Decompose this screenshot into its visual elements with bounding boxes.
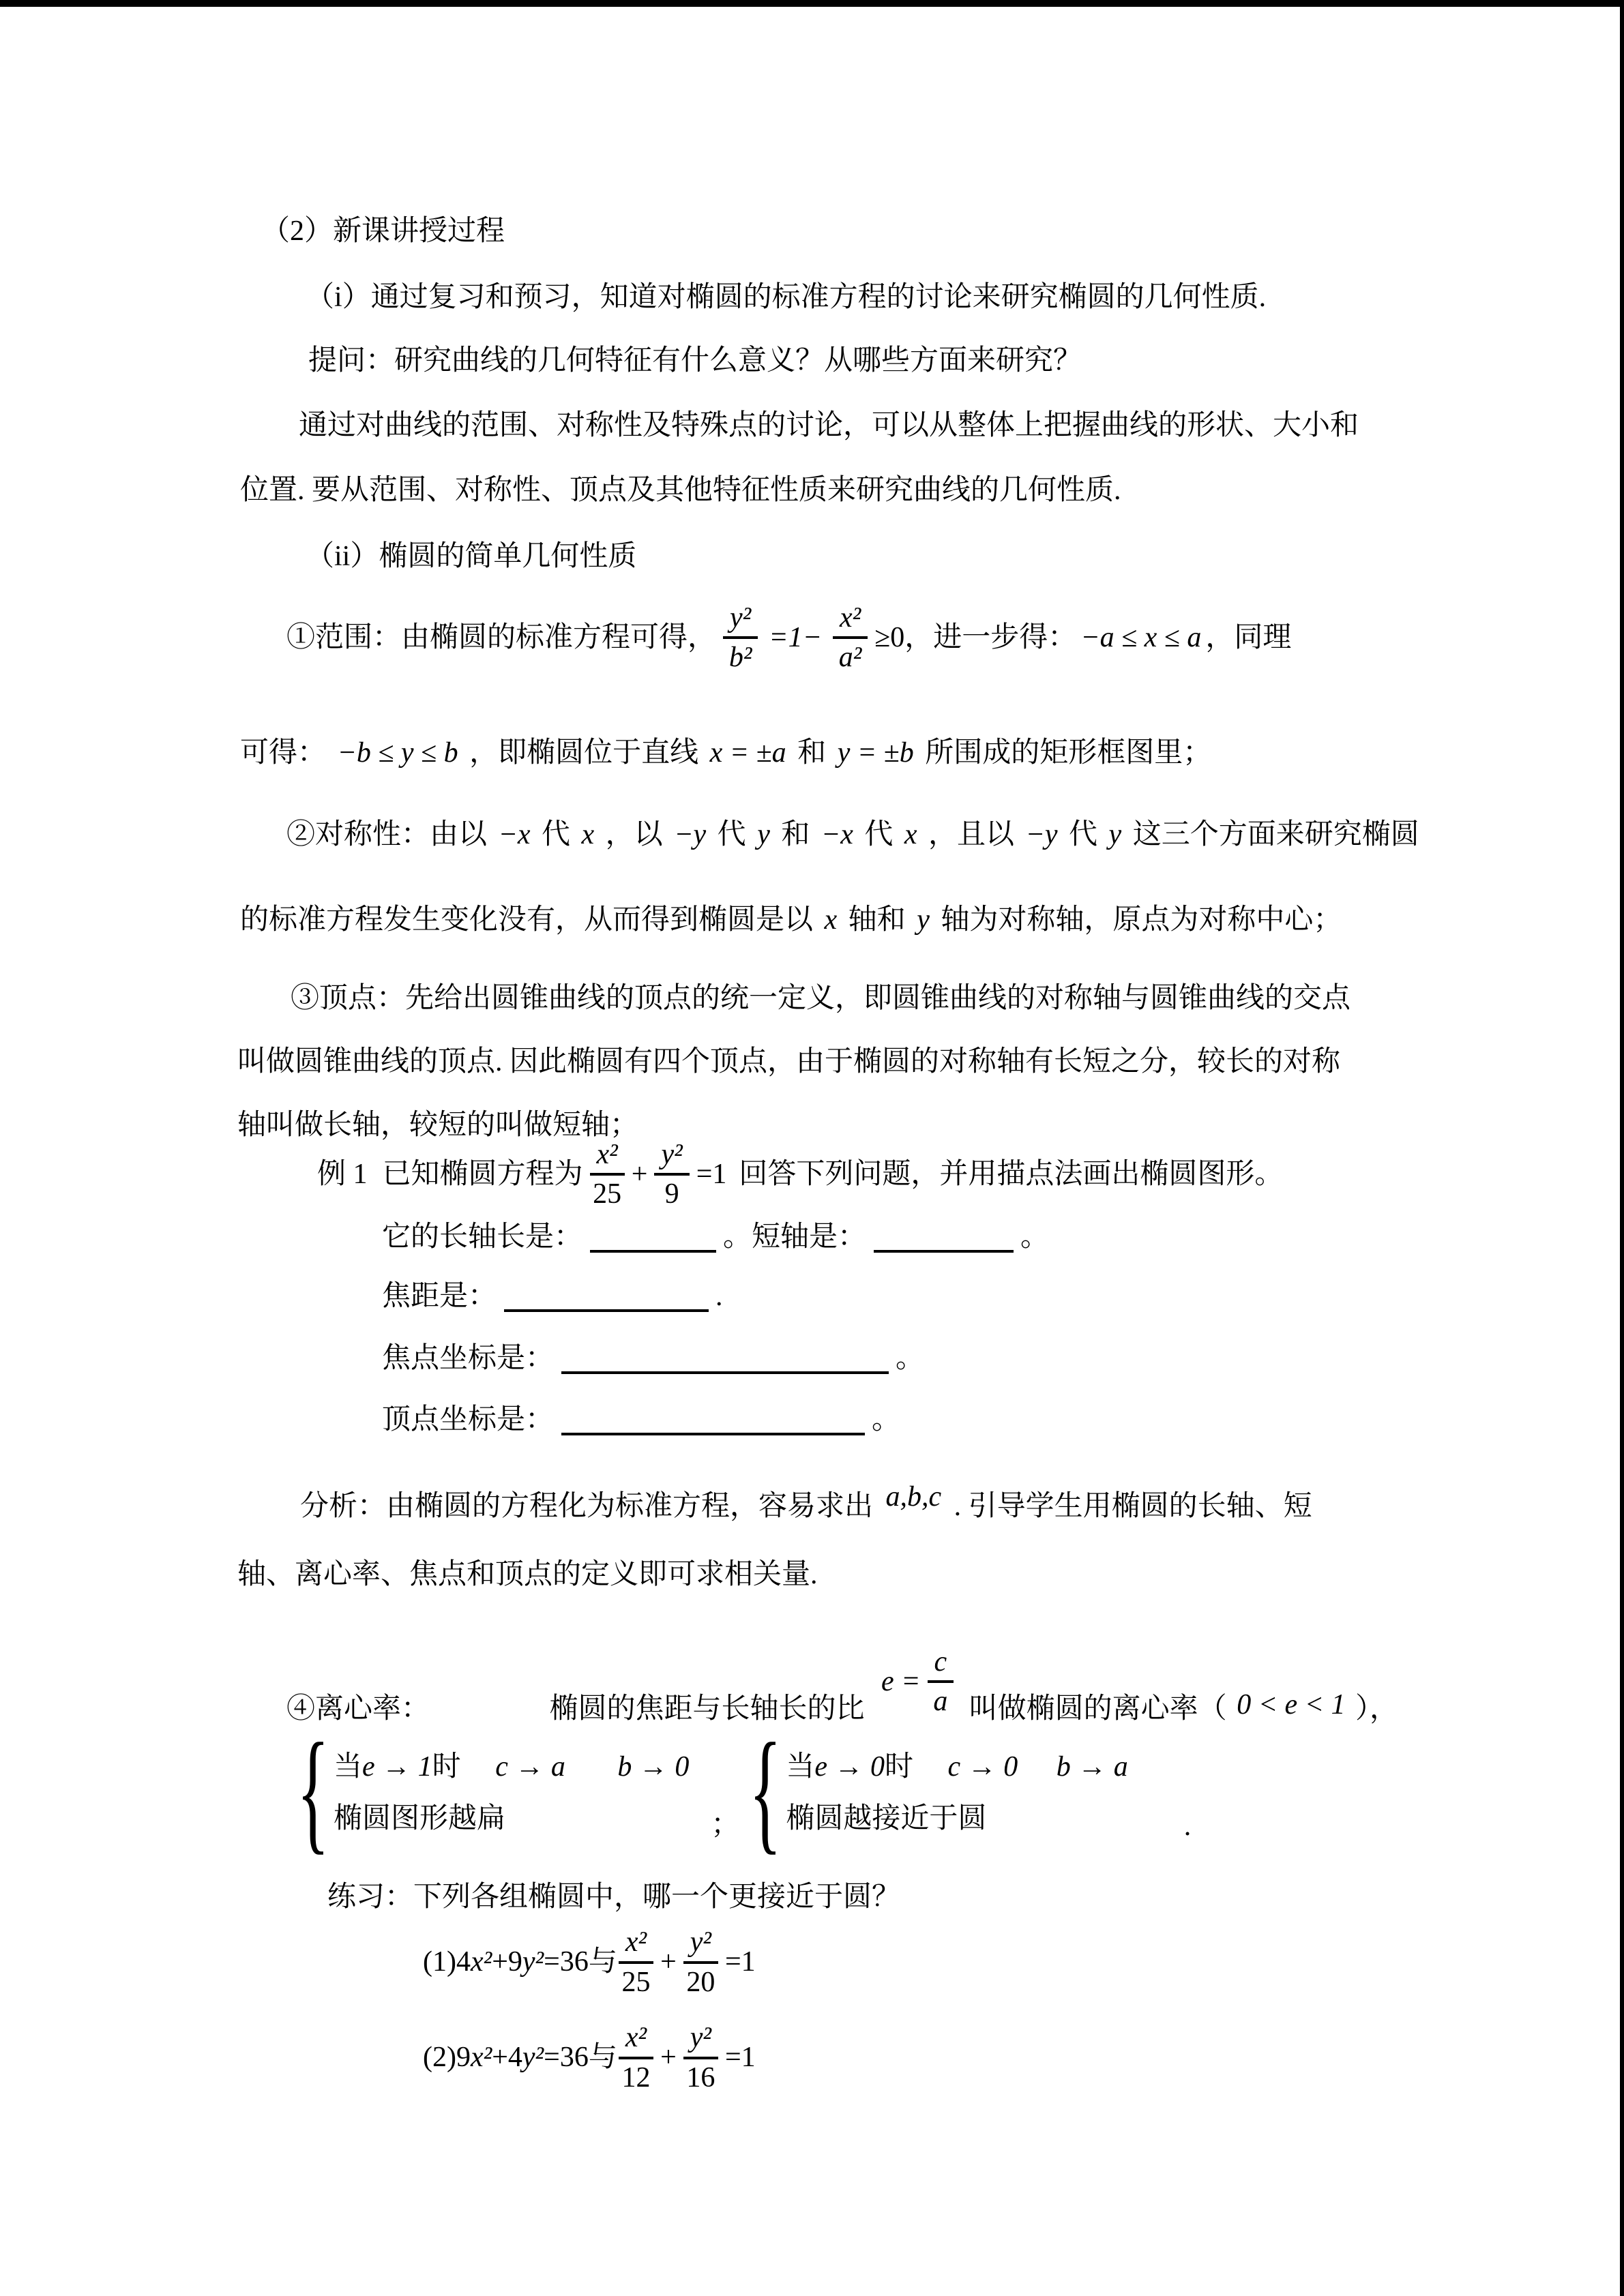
fraction-denominator: 20 [686, 1966, 715, 1998]
range2-mid-text: ，即椭圆位于直线 [469, 737, 699, 769]
range2-tail-text: 所围成的矩形框图里； [925, 737, 1212, 769]
vertex-paragraph-line-1: ③顶点：先给出圆锥曲线的顶点的统一定义，即圆锥曲线的对称轴与圆锥曲线的交点 [291, 983, 1351, 1014]
subsection-heading: （ii）椭圆的简单几何性质 [306, 541, 637, 572]
symmetry-text: ，以 [605, 819, 663, 850]
case-pre-text: 当 [786, 1750, 815, 1783]
math-neg-y: −y [1025, 819, 1058, 850]
case-condition-line [334, 1750, 693, 1783]
symmetry-paragraph-line-1 [286, 818, 1419, 851]
range-tail-text: ≥0，进一步得： [874, 621, 1077, 653]
answer-blank-minor-axis [874, 1227, 1014, 1253]
fraction-denominator: 12 [621, 2061, 651, 2093]
eccentricity-close-text: ）， [1355, 1693, 1399, 1725]
example-lead-text: 已知椭圆方程为 [382, 1158, 583, 1190]
symmetry-text: 和 [781, 819, 810, 850]
fraction-numerator: y² [723, 603, 758, 639]
fraction-numerator: y² [654, 1139, 689, 1176]
equation-text: =36 [544, 1946, 589, 1978]
math-y2: y² [522, 2042, 544, 2074]
equals-one: =1 [725, 1946, 756, 1978]
fraction-numerator: x² [833, 603, 868, 639]
math-neg-x: −x [821, 819, 853, 850]
fraction-denominator: a² [838, 642, 862, 673]
analysis-lead-text: 分析：由椭圆的方程化为标准方程，容易求出 [300, 1491, 874, 1522]
eccentricity-tail-text: 叫做椭圆的离心率（ [969, 1693, 1227, 1725]
analysis-line-2: 轴、离心率、焦点和顶点的定义即可求相关量. [237, 1559, 818, 1590]
practice-title: 练习：下列各组椭圆中，哪一个更接近于圆？ [327, 1881, 901, 1913]
range2-lead-text: 可得： [240, 737, 327, 769]
example-label: 例 1 [317, 1158, 368, 1190]
case-body [334, 1748, 693, 1836]
fraction-numerator: x² [619, 2023, 653, 2059]
range-paragraph-line-1 [286, 597, 1291, 679]
y-inequality: −b ≤ y ≤ b [337, 737, 458, 769]
discussion-line-2: 位置. 要从范围、对称性、顶点及其他特征性质来研究曲线的几何性质. [240, 475, 1121, 506]
answer-blank-vertex-coords [561, 1410, 865, 1435]
math-e-to-1: e → 1 [362, 1750, 432, 1783]
with-text: 与 [588, 2042, 617, 2074]
fraction-denominator: 25 [593, 1178, 622, 1210]
math-neg-y: −y [674, 819, 707, 850]
fraction-x2-over-a2 [833, 603, 868, 672]
equation-text: =36 [544, 2042, 589, 2074]
math-e-equals: e = [881, 1665, 921, 1697]
symmetry-text: 代 [864, 819, 894, 850]
fraction-y2-over-9 [654, 1139, 689, 1209]
page-right-border [1620, 0, 1624, 2296]
example-1-line [317, 1133, 1283, 1215]
eccentricity-formula [877, 1647, 956, 1716]
case-post-text: 时 [885, 1750, 914, 1783]
line-x-equation: x = ±a [709, 737, 786, 769]
math-neg-x: −x [498, 819, 531, 850]
question-line: 提问：研究曲线的几何特征有什么意义？从哪些方面来研究？ [308, 345, 1082, 376]
range2-and-text: 和 [797, 737, 827, 769]
answer-blank-major-axis [590, 1227, 716, 1253]
equals-one: =1 [696, 1158, 727, 1190]
math-x2: x² [470, 1946, 492, 1978]
left-brace-icon: { [749, 1716, 782, 1866]
section-heading: （2）新课讲授过程 [261, 215, 505, 247]
range-tail2-text: ，同理 [1205, 621, 1292, 653]
answer-blank-focal-distance [504, 1286, 709, 1312]
example-question-3 [382, 1342, 924, 1375]
math-x: x [824, 904, 838, 936]
plus-sign: + [660, 1946, 677, 1978]
left-brace-icon: { [297, 1716, 329, 1866]
fraction-numerator: x² [590, 1139, 625, 1176]
answer-blank-foci-coords [561, 1348, 889, 1374]
example-tail-text: 回答下列问题，并用描点法画出椭圆图形。 [739, 1158, 1284, 1190]
eccentricity-mid-text: 椭圆的焦距与长轴长的比 [549, 1693, 865, 1725]
analysis-line-1 [300, 1481, 1312, 1523]
case-group-e-to-0 [749, 1716, 1132, 1866]
fraction-denominator: 16 [686, 2061, 715, 2093]
eccentricity-cases [297, 1716, 1192, 1866]
case-group-e-to-1 [297, 1716, 693, 1866]
case-condition-line [786, 1750, 1132, 1783]
vertex-paragraph-line-2: 叫做圆锥曲线的顶点. 因此椭圆有四个顶点，由于椭圆的对称轴有长短之分，较长的对称 [237, 1046, 1341, 1077]
math-e-range: 0 < e < 1 [1237, 1688, 1346, 1720]
x-inequality: −a ≤ x ≤ a [1080, 621, 1202, 653]
case-result-line: 椭圆图形越扁 [334, 1803, 506, 1834]
math-y: y [757, 819, 770, 850]
foci-coords-label: 焦点坐标是： [382, 1343, 555, 1374]
question-period: . [715, 1281, 723, 1312]
fraction-numerator: y² [683, 1927, 718, 1963]
math-c-to-0: c → 0 [947, 1750, 1018, 1783]
question-period: 。 [1020, 1221, 1050, 1253]
fraction-x2-over-25 [590, 1139, 625, 1209]
page-top-border [0, 0, 1624, 7]
math-y: y [1108, 819, 1122, 850]
minor-axis-label: 。短轴是： [723, 1221, 867, 1253]
symmetry-text: 这三个方面来研究椭圆 [1132, 819, 1419, 850]
equals-one-minus: =1− [769, 621, 822, 653]
math-x: x [904, 819, 917, 850]
cases-separator: ； [711, 1808, 740, 1840]
equation-text: (2)9 [423, 2042, 471, 2074]
symmetry-text: 代 [1069, 819, 1098, 850]
example-question-4 [382, 1403, 900, 1436]
analysis-tail-text: . 引导学生用椭圆的长轴、短 [954, 1491, 1312, 1522]
math-x2: x² [470, 2042, 492, 2074]
math-y: y [917, 904, 930, 936]
math-c-to-a: c → a [495, 1750, 565, 1783]
eccentricity-line [286, 1646, 1399, 1744]
math-b-to-0: b → 0 [617, 1750, 690, 1783]
practice-equation-1 [423, 1920, 756, 2005]
plus-sign: + [660, 2042, 677, 2074]
fraction-denominator: b² [728, 642, 752, 673]
equation-text: +4 [492, 2042, 522, 2074]
fraction-c-over-a [928, 1647, 954, 1716]
fraction-numerator: c [928, 1647, 954, 1683]
example-question-1 [382, 1221, 1049, 1253]
symmetry2-tail-text: 轴为对称轴，原点为对称中心； [941, 904, 1342, 936]
step-i-line: （i）通过复习和预习，知道对椭圆的标准方程的讨论来研究椭圆的几何性质. [306, 282, 1267, 313]
symmetry-paragraph-line-2 [240, 904, 1342, 936]
fraction-y2-over-20 [683, 1927, 718, 1997]
fraction-y2-over-16 [683, 2023, 718, 2092]
discussion-line-1: 通过对曲线的范围、对称性及特殊点的讨论，可以从整体上把握曲线的形状、大小和 [299, 410, 1359, 441]
example-question-2 [382, 1280, 723, 1313]
vertex-coords-label: 顶点坐标是： [382, 1404, 555, 1435]
equation-text: +9 [492, 1946, 522, 1978]
symmetry-text: ，且以 [928, 819, 1015, 850]
symmetry2-pre-text: 的标准方程发生变化没有，从而得到椭圆是以 [240, 904, 814, 936]
symmetry-text: 代 [717, 819, 746, 850]
vertex-paragraph-line-3: 轴叫做长轴，较短的叫做短轴； [237, 1109, 639, 1141]
symmetry2-mid-text: 轴和 [848, 904, 906, 936]
fraction-numerator: x² [619, 1927, 653, 1963]
math-y2: y² [522, 1946, 544, 1978]
case-post-text: 时 [432, 1750, 461, 1783]
focal-distance-label: 焦距是： [382, 1281, 497, 1312]
fraction-denominator: 9 [664, 1178, 679, 1210]
practice-equation-2 [423, 2015, 756, 2100]
question-period: 。 [872, 1404, 901, 1435]
range-paragraph-line-2 [240, 736, 1211, 769]
math-e-to-0: e → 0 [814, 1750, 885, 1783]
line-y-equation: y = ±b [837, 737, 914, 769]
fraction-denominator: 25 [621, 1966, 651, 1998]
fraction-y2-over-b2 [723, 603, 758, 672]
equation-text: (1)4 [423, 1946, 471, 1978]
fraction-denominator: a [933, 1686, 948, 1718]
case-result-line: 椭圆越接近于圆 [786, 1803, 987, 1834]
case-pre-text: 当 [334, 1750, 363, 1783]
fraction-x2-over-25 [619, 1927, 653, 1997]
fraction-numerator: y² [683, 2023, 718, 2059]
fraction-x2-over-12 [619, 2023, 653, 2092]
plus-sign: + [631, 1158, 648, 1190]
with-text: 与 [588, 1946, 617, 1978]
case-body [786, 1748, 1132, 1836]
symmetry-text: 代 [542, 819, 571, 850]
math-x: x [581, 819, 595, 850]
eccentricity-heading: ④离心率： [286, 1693, 430, 1725]
major-axis-label: 它的长轴长是： [382, 1221, 583, 1253]
symmetry-pre-text: ②对称性：由以 [286, 819, 488, 850]
math-b-to-a: b → a [1056, 1750, 1128, 1783]
equals-one: =1 [725, 2042, 756, 2074]
range-lead-text: ①范围：由椭圆的标准方程可得， [286, 621, 717, 653]
question-period: 。 [896, 1343, 925, 1374]
math-abc: a,b,c [885, 1481, 942, 1512]
cases-end-period: . [1183, 1810, 1192, 1842]
